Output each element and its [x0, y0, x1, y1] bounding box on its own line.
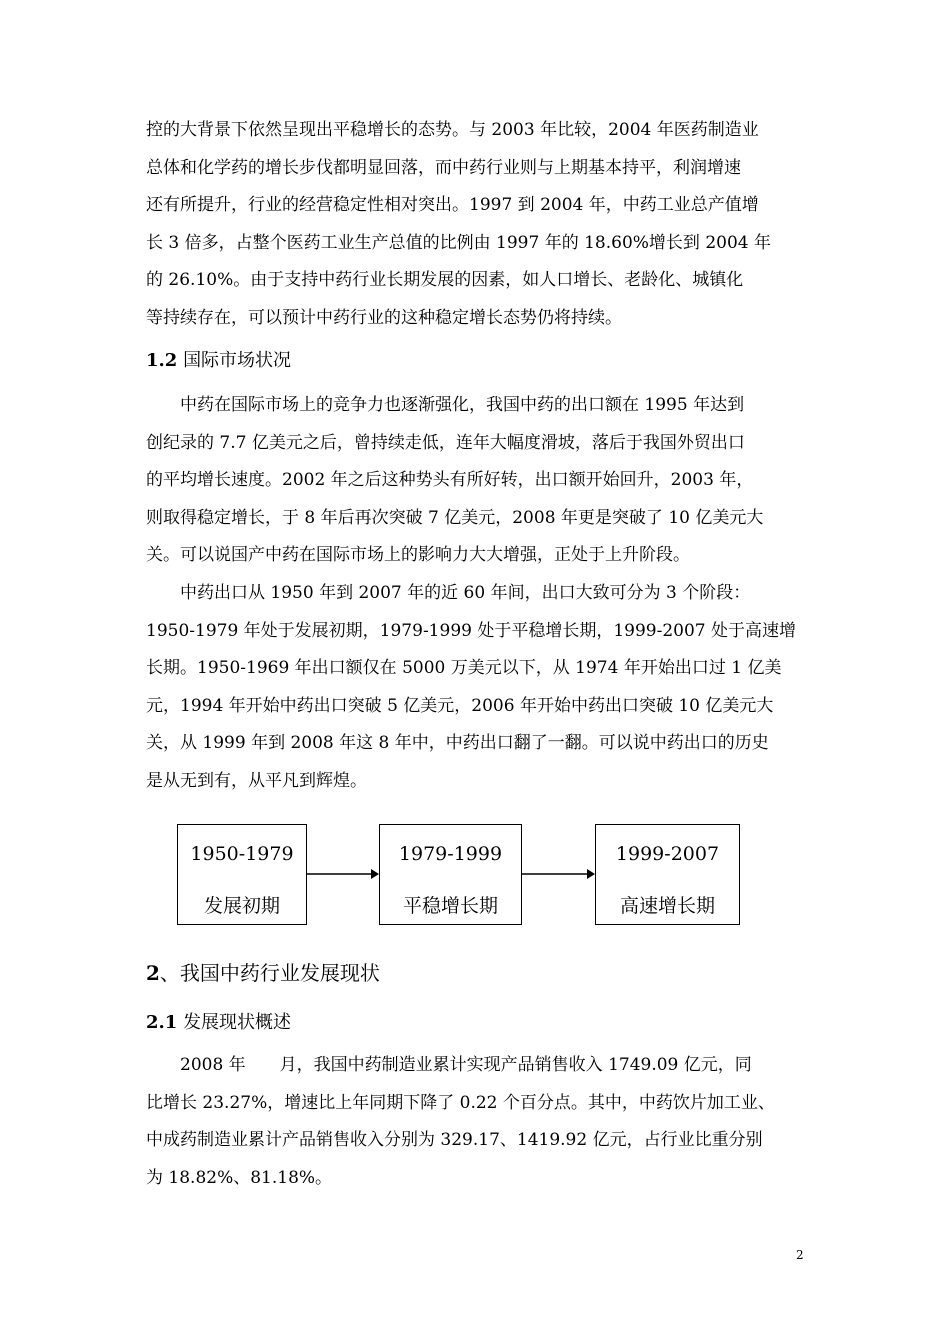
- text-line: 则取得稳定增长，于 8 年后再次突破 7 亿美元，2008 年更是突破了 10 亿美元大: [146, 507, 764, 528]
- heading-title: 国际市场状况: [183, 350, 292, 371]
- text-line: 的平均增长速度。2002 年之后这种势头有所好转，出口额开始回升，2003 年，: [146, 470, 754, 490]
- heading-title: 发展现状概述: [183, 1012, 292, 1033]
- section-heading-2-1: [146, 1008, 291, 1034]
- heading-title: 、我国中药行业发展现状: [159, 961, 380, 985]
- section-heading-1-2: [146, 346, 291, 372]
- stage-name: 平稳增长期: [402, 895, 498, 917]
- text-line: 比增长 23.27%，增速比上年同期下降了 0.22 个百分点。其中，中药饮片加工业、: [146, 1092, 775, 1113]
- heading-number: 2: [146, 961, 160, 985]
- text-line: 创纪录的 7.7 亿美元之后，曾持续走低，连年大幅度滑坡，落后于我国外贸出口: [146, 432, 745, 453]
- stage-name: 发展初期: [203, 895, 280, 917]
- body-paragraph-intl-1: [146, 387, 806, 575]
- text-line: 控的大背景下依然呈现出平稳增长的态势。与 2003 年比较，2004 年医药制造业: [146, 120, 759, 140]
- text-line: 长期。1950-1969 年出口额仅在 5000 万美元以下，从 1974 年开始出口过 1 亿美: [146, 658, 782, 678]
- text-line: 中药出口从 1950 年到 2007 年的近 60 年间，出口大致可分为 3 个阶段：: [180, 583, 751, 603]
- body-paragraph-intl-2: [146, 575, 806, 800]
- stage-box-1: [177, 824, 307, 925]
- stage-name: 高速增长期: [619, 895, 715, 917]
- section-heading-2: [146, 957, 380, 986]
- stage-years: 1999-2007: [615, 843, 720, 865]
- stage-years: 1979-1999: [398, 843, 503, 865]
- text-line: 元，1994 年开始中药出口突破 5 亿美元，2006 年开始中药出口突破 10 亿美元大: [146, 695, 774, 716]
- text-line: 为 18.82%、81.18%。: [146, 1167, 333, 1188]
- heading-number: 1.2: [146, 350, 178, 371]
- arrow-right-icon: [522, 866, 595, 882]
- stage-years: 1950-1979: [190, 843, 294, 865]
- text-line: 关。可以说国产中药在国际市场上的影响力大大增强，正处于上升阶段。: [146, 545, 690, 565]
- heading-number: 2.1: [146, 1012, 178, 1033]
- page-number: 2: [796, 1248, 804, 1262]
- text-line: 等持续存在，可以预计中药行业的这种稳定增长态势仍将持续。: [146, 307, 622, 328]
- text-line: 是从无到有，从平凡到辉煌。: [146, 770, 367, 791]
- text-line: 总体和化学药的增长步伐都明显回落，而中药行业则与上期基本持平，利润增速: [146, 157, 741, 178]
- stage-box-3: [595, 824, 740, 925]
- stage-box-2: [379, 824, 522, 925]
- text-line: 中成药制造业累计产品销售收入分别为 329.17、1419.92 亿元，占行业比重分别: [146, 1130, 763, 1150]
- text-line: 的 26.10%。由于支持中药行业长期发展的因素，如人口增长、老龄化、城镇化: [146, 270, 744, 290]
- text-line: 2008 年 月，我国中药制造业累计实现产品销售收入 1749.09 亿元，同: [180, 1055, 752, 1075]
- body-paragraph-continued: [146, 112, 806, 337]
- text-line: 中药在国际市场上的竞争力也逐渐强化，我国中药的出口额在 1995 年达到: [180, 395, 745, 415]
- text-line: 长 3 倍多，占整个医药工业生产总值的比例由 1997 年的 18.60%增长到 2004 年: [146, 232, 771, 253]
- body-paragraph-status: [146, 1047, 806, 1197]
- text-line: 关，从 1999 年到 2008 年这 8 年中，中药出口翻了一翻。可以说中药出口的历史: [146, 733, 769, 753]
- text-line: 1950-1979 年处于发展初期，1979-1999 处于平稳增长期，1999-2007 处于高速增: [146, 620, 797, 641]
- arrow-right-icon: [307, 866, 379, 882]
- text-line: 还有所提升，行业的经营稳定性相对突出。1997 到 2004 年，中药工业总产值增: [146, 195, 759, 215]
